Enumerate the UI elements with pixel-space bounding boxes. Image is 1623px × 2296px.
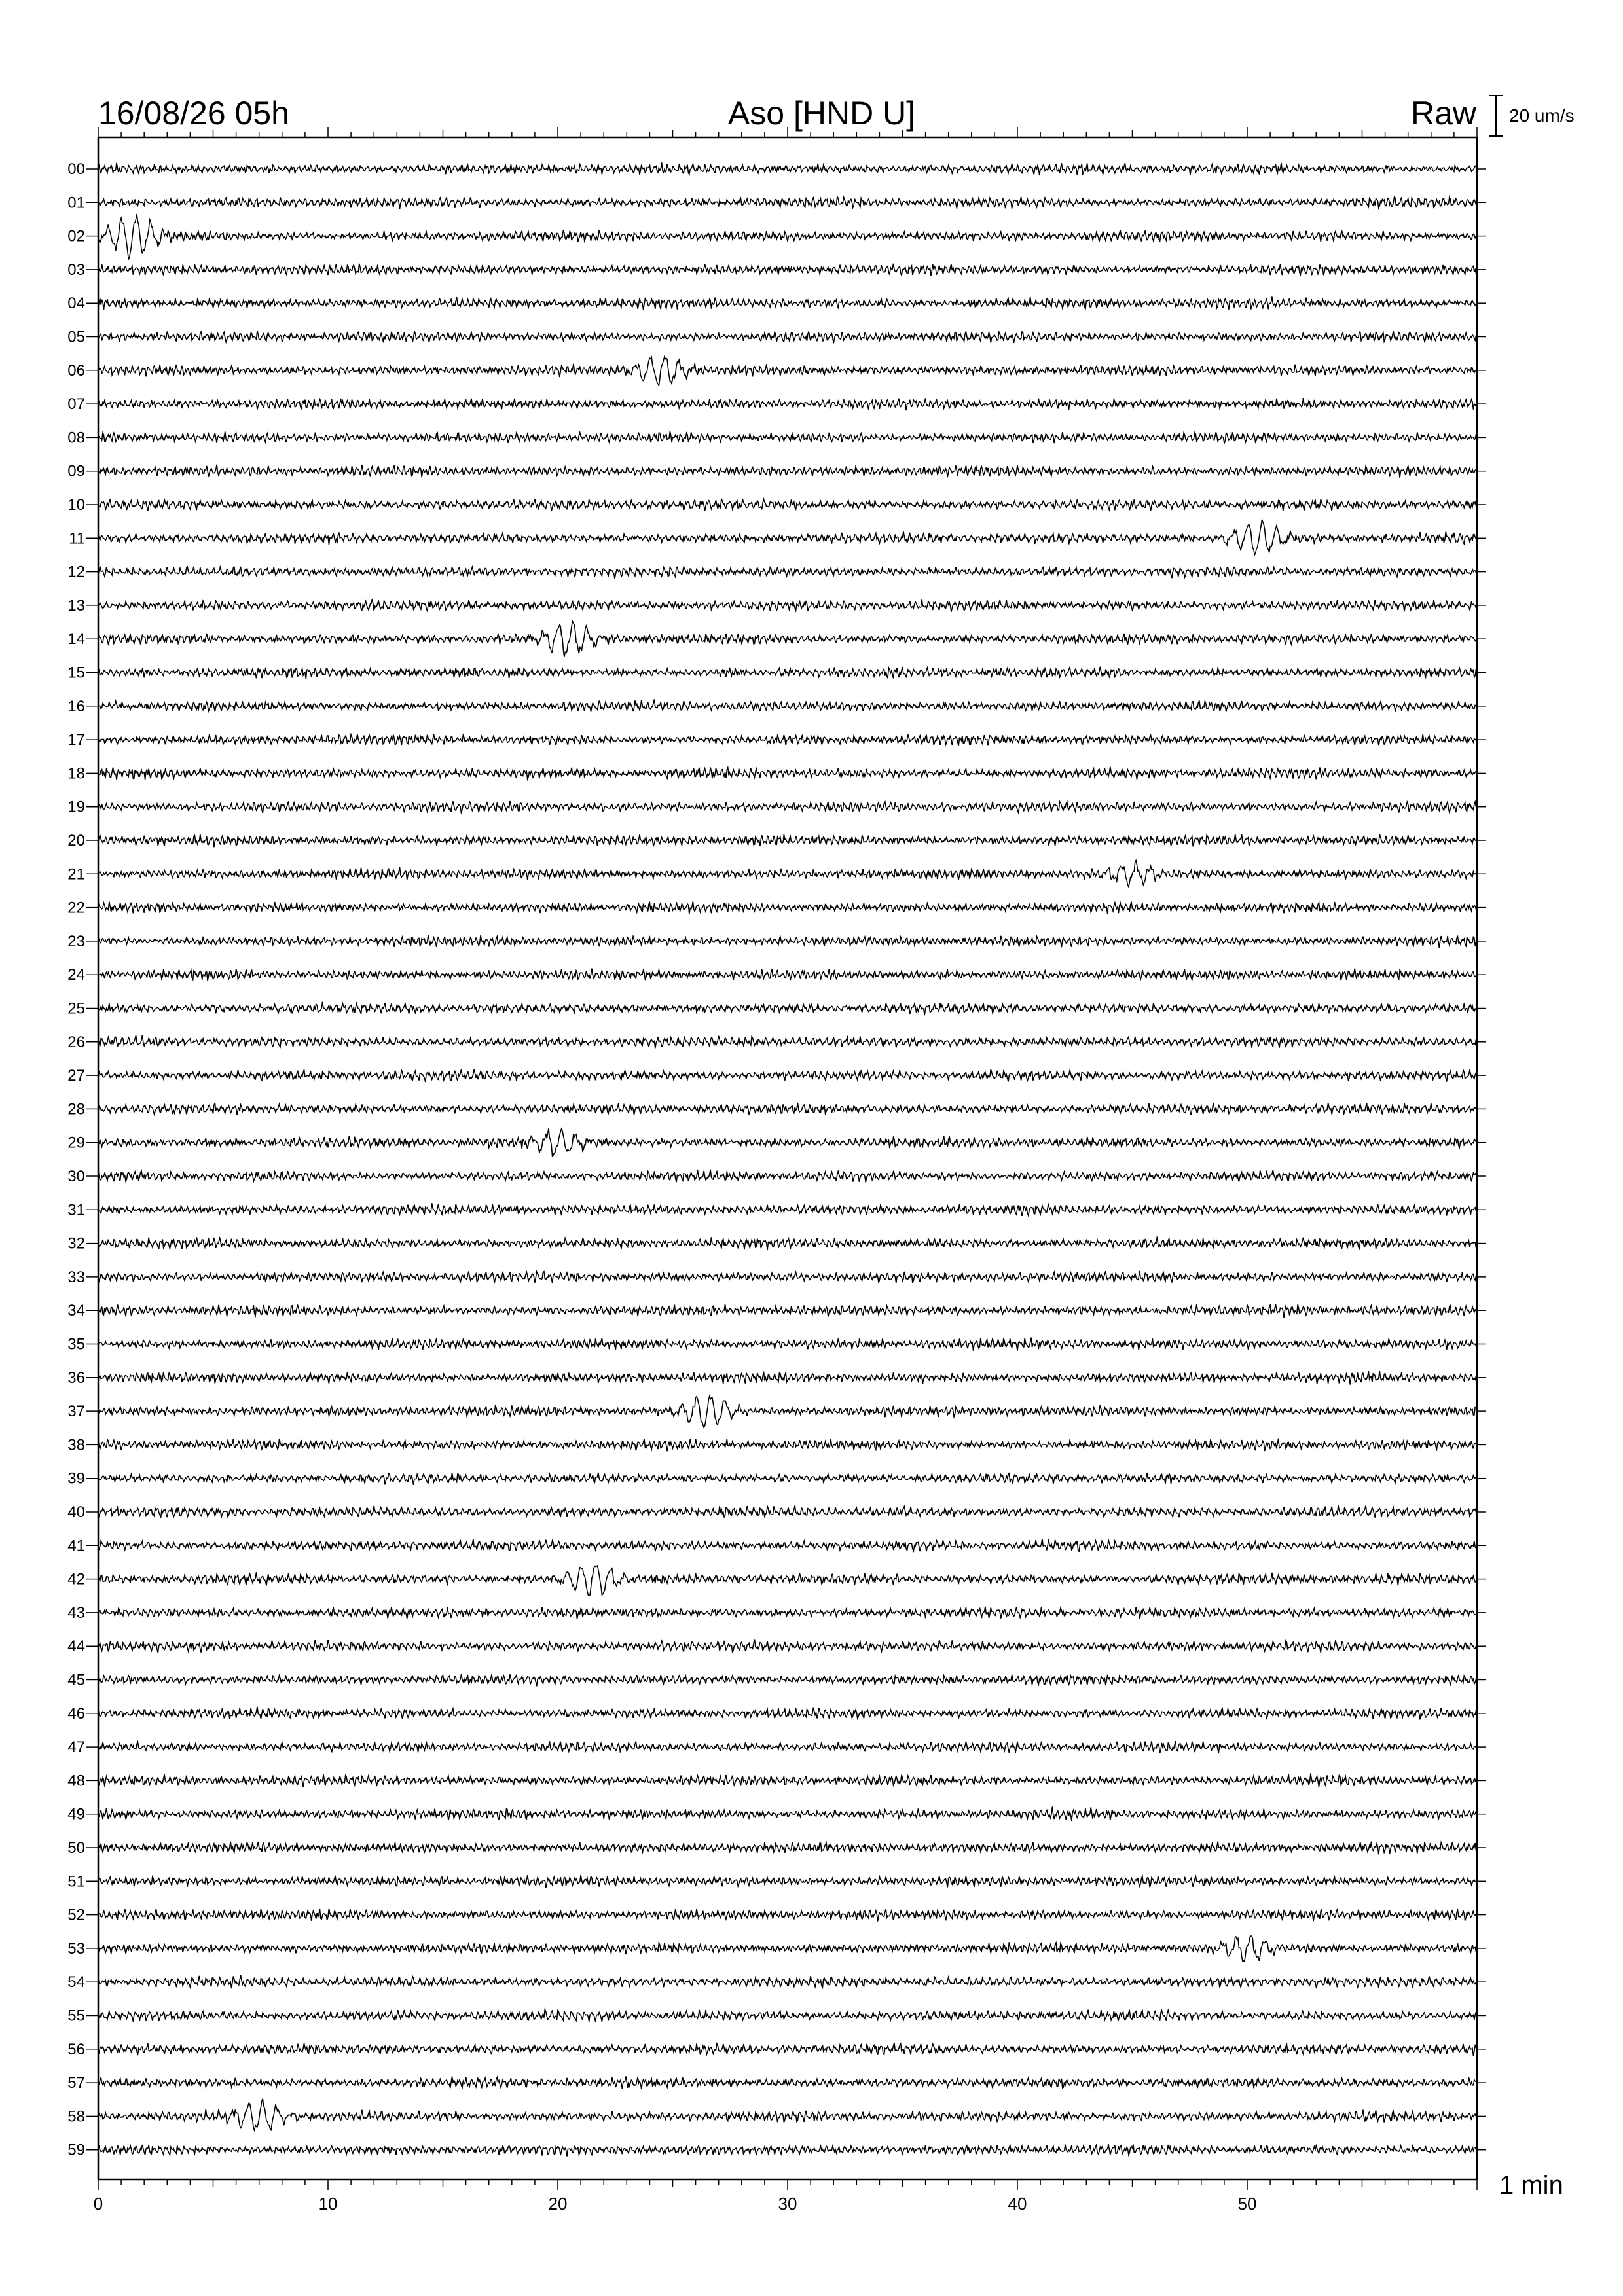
seismic-trace: [98, 1807, 1477, 1821]
seismic-trace: [98, 1773, 1477, 1787]
x-axis: [94, 2194, 1257, 2214]
x-tick-label: 10: [318, 2194, 338, 2214]
trace-row: [67, 1336, 1486, 1354]
seismic-trace: [98, 621, 1477, 657]
x-axis-label: 1 min: [1499, 2171, 1563, 2200]
row-label: 35: [67, 1335, 85, 1354]
trace-row: [67, 1436, 1486, 1454]
trace-row: [67, 1839, 1486, 1857]
row-label: 44: [67, 1638, 85, 1656]
trace-row: [67, 329, 1486, 346]
seismic-trace: [98, 1909, 1477, 1922]
trace-row: [67, 1302, 1486, 1319]
trace-row: [67, 214, 1486, 259]
trace-row: [67, 966, 1486, 984]
trace-row: [67, 429, 1486, 446]
trace-row: [67, 564, 1486, 581]
row-label: 34: [67, 1302, 85, 1320]
seismic-trace: [98, 331, 1477, 343]
seismic-trace: [98, 734, 1477, 746]
seismic-trace: [98, 2144, 1477, 2156]
trace-row: [67, 1100, 1486, 1118]
trace-row: [67, 1705, 1486, 1723]
seismic-trace: [98, 196, 1477, 209]
seismic-trace: [98, 1338, 1477, 1351]
row-label: 40: [67, 1503, 85, 1521]
row-label: 09: [67, 462, 85, 480]
seismic-trace: [98, 2043, 1477, 2056]
row-label: 54: [67, 1973, 85, 1992]
seismic-trace: [98, 1741, 1477, 1753]
trace-row: [67, 261, 1486, 279]
trace-row: [67, 2074, 1486, 2092]
row-label: 58: [67, 2108, 85, 2126]
seismic-trace: [98, 264, 1477, 276]
trace-row: [67, 160, 1486, 178]
trace-row: [67, 1503, 1486, 1521]
seismic-trace: [98, 801, 1477, 814]
trace-row: [67, 1235, 1486, 1253]
trace-row: [67, 2099, 1486, 2130]
row-label: 47: [67, 1738, 85, 1757]
trace-row: [67, 1201, 1486, 1219]
row-label: 39: [67, 1469, 85, 1488]
row-label: 24: [67, 966, 85, 984]
row-label: 38: [67, 1436, 85, 1454]
seismic-trace: [98, 1170, 1477, 1183]
row-label: 55: [67, 2007, 85, 2025]
trace-row: [67, 1604, 1486, 1622]
row-label: 59: [67, 2141, 85, 2159]
row-label: 33: [67, 1268, 85, 1286]
row-label: 12: [67, 563, 85, 581]
seismic-trace: [98, 1842, 1477, 1855]
x-tick-label: 0: [93, 2194, 103, 2214]
trace-row: [67, 1369, 1486, 1387]
row-label: 19: [67, 798, 85, 816]
trace-row: [67, 1128, 1486, 1156]
trace-row: [67, 731, 1486, 749]
row-label: 13: [67, 596, 85, 615]
row-label: 52: [67, 1906, 85, 1924]
trace-row: [67, 1000, 1486, 1018]
trace-row: [67, 1537, 1486, 1554]
row-label: 10: [67, 496, 85, 514]
trace-row: [69, 520, 1486, 555]
row-label: 00: [67, 160, 85, 178]
scale-bar: [1489, 96, 1575, 136]
row-label: 37: [67, 1403, 85, 1421]
row-label: 53: [67, 1939, 85, 1958]
seismic-trace: [98, 1371, 1477, 1385]
seismic-trace: [98, 1566, 1477, 1595]
trace-row: [67, 1268, 1486, 1286]
row-label: 49: [67, 1805, 85, 1823]
seismic-trace: [98, 2099, 1477, 2130]
row-label: 27: [67, 1067, 85, 1085]
seismic-trace: [98, 935, 1477, 948]
seismic-trace: [98, 1304, 1477, 1318]
row-label: 06: [67, 361, 85, 380]
row-label: 22: [67, 899, 85, 917]
row-label: 43: [67, 1604, 85, 1622]
trace-row: [67, 1772, 1486, 1789]
trace-rows: [67, 160, 1486, 2159]
x-tick-label: 40: [1008, 2194, 1027, 2214]
row-label: 08: [67, 429, 85, 447]
seismic-trace: [98, 357, 1477, 386]
row-label: 14: [67, 630, 85, 649]
row-label: 36: [67, 1369, 85, 1387]
row-label: 50: [67, 1839, 85, 1857]
seismic-trace: [98, 499, 1477, 511]
row-label: 15: [67, 664, 85, 682]
trace-row: [67, 597, 1486, 615]
trace-row: [67, 2007, 1486, 2025]
trace-row: [67, 1738, 1486, 1756]
row-label: 57: [67, 2074, 85, 2092]
seismic-trace: [98, 1505, 1477, 1518]
row-label: 05: [67, 328, 85, 346]
trace-row: [67, 1973, 1486, 1991]
trace-row: [67, 295, 1486, 312]
row-label: 11: [69, 529, 85, 548]
seismic-trace: [98, 1035, 1477, 1048]
row-label: 51: [67, 1873, 85, 1891]
trace-row: [67, 2041, 1486, 2058]
seismic-trace: [98, 861, 1477, 887]
trace-row: [67, 832, 1486, 850]
trace-row: [67, 1566, 1486, 1595]
seismic-trace: [98, 1237, 1477, 1251]
row-label: 29: [67, 1134, 85, 1152]
row-label: 17: [67, 731, 85, 749]
seismic-trace: [98, 566, 1477, 579]
row-label: 02: [67, 227, 85, 245]
seismic-trace: [98, 520, 1477, 555]
seismic-trace: [98, 1271, 1477, 1283]
trace-row: [67, 463, 1486, 480]
seismic-trace: [98, 398, 1477, 410]
seismic-trace: [98, 1396, 1477, 1427]
row-label: 31: [67, 1201, 85, 1219]
row-label: 28: [67, 1100, 85, 1119]
plot-frame: [98, 137, 1477, 2179]
trace-row: [67, 496, 1486, 514]
seismic-trace: [98, 1975, 1477, 1988]
trace-row: [67, 899, 1486, 917]
trace-row: [67, 1033, 1486, 1051]
seismic-trace: [98, 2009, 1477, 2022]
seismic-trace: [98, 1875, 1477, 1888]
trace-row: [67, 2142, 1486, 2159]
row-label: 16: [67, 697, 85, 715]
seismic-trace: [98, 214, 1477, 259]
seismic-trace: [98, 1936, 1477, 1962]
trace-row: [67, 664, 1486, 682]
row-label: 18: [67, 764, 85, 783]
seismic-trace: [98, 834, 1477, 848]
row-label: 32: [67, 1234, 85, 1253]
trace-row: [67, 1396, 1486, 1427]
seismic-trace: [98, 162, 1477, 175]
seismic-trace: [98, 2076, 1477, 2089]
datetime-label: 16/08/26 05h: [98, 95, 289, 132]
trace-row: [67, 1067, 1486, 1085]
row-label: 41: [67, 1537, 85, 1555]
row-label: 25: [67, 999, 85, 1018]
row-label: 07: [67, 395, 85, 414]
trace-row: [67, 621, 1486, 657]
trace-row: [67, 395, 1486, 413]
seismic-trace: [98, 1439, 1477, 1452]
x-tick-label: 20: [548, 2194, 568, 2214]
row-label: 21: [67, 865, 85, 884]
station-title: Aso [HND U]: [727, 95, 916, 132]
row-label: 04: [67, 295, 85, 313]
seismic-trace: [98, 431, 1477, 443]
row-label: 46: [67, 1704, 85, 1723]
trace-row: [67, 764, 1486, 782]
seismic-trace: [98, 297, 1477, 310]
seismic-trace: [98, 1069, 1477, 1082]
trace-row: [67, 1907, 1486, 1924]
trace-row: [67, 933, 1486, 950]
trace-row: [67, 1672, 1486, 1689]
trace-row: [67, 357, 1486, 386]
row-label: 20: [67, 832, 85, 850]
seismic-trace: [98, 1707, 1477, 1720]
row-label: 45: [67, 1671, 85, 1689]
seismic-trace: [98, 1539, 1477, 1551]
seismic-trace: [98, 901, 1477, 914]
trace-row: [67, 1873, 1486, 1890]
seismic-trace: [98, 767, 1477, 780]
row-label: 23: [67, 932, 85, 950]
trace-row: [67, 1168, 1486, 1185]
seismic-trace: [98, 1203, 1477, 1216]
trace-row: [67, 698, 1486, 715]
trace-row: [67, 1638, 1486, 1655]
seismic-trace: [98, 1674, 1477, 1686]
seismic-trace: [98, 599, 1477, 612]
seismic-trace: [98, 1473, 1477, 1485]
seismic-trace: [98, 1103, 1477, 1115]
row-label: 01: [67, 194, 85, 212]
mode-label: Raw: [1410, 95, 1476, 132]
seismic-trace: [98, 465, 1477, 478]
trace-row: [67, 861, 1486, 887]
row-label: 56: [67, 2040, 85, 2058]
seismic-trace: [98, 1607, 1477, 1619]
seismic-trace: [98, 667, 1477, 679]
seismic-trace: [98, 700, 1477, 712]
x-tick-label: 30: [778, 2194, 797, 2214]
trace-row: [67, 1806, 1486, 1823]
row-label: 42: [67, 1570, 85, 1588]
trace-row: [67, 1470, 1486, 1488]
seismic-trace: [98, 1128, 1477, 1156]
row-label: 48: [67, 1772, 85, 1790]
seismic-trace: [98, 1640, 1477, 1653]
row-label: 30: [67, 1168, 85, 1185]
x-tick-label: 50: [1237, 2194, 1257, 2214]
row-label: 03: [67, 260, 85, 279]
seismic-trace: [98, 1002, 1477, 1016]
trace-row: [67, 798, 1486, 816]
trace-row: [67, 194, 1486, 211]
trace-row: [67, 1936, 1486, 1962]
row-label: 26: [67, 1033, 85, 1051]
seismic-trace: [98, 969, 1477, 981]
scale-bar-label: 20 um/s: [1509, 105, 1575, 126]
